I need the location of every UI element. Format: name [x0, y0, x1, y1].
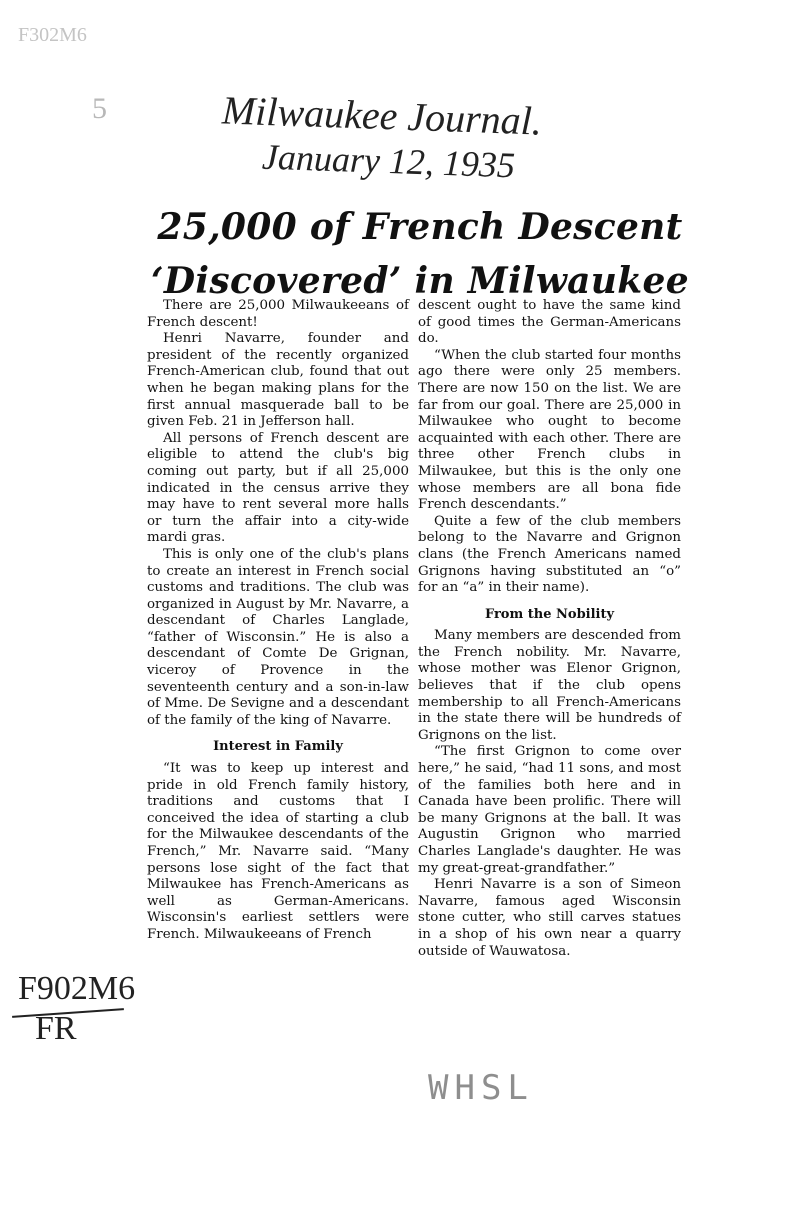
paragraph: This is only one of the club's plans to create an interest in French social customs and traditions. The club was organized in August by Mr. Navarre, a descendant of Charles Langlade, “father of Wisconsin.” He is also a descendant of Comte De Grignan, viceroy of Provence in the seventeenth century and a son-in-law of Mme. De Sevigne and a descendant of the family of the king of Navarre. — [147, 546, 409, 728]
paragraph: “When the club started four months ago there were only 25 members. There are now 150 on the list. We are far from our goal. There are 25,000 in Milwaukee who ought to become acquainted with each other. There are three other French clubs in Milwaukee, but this is the only one whose members are all bona fide French descendants.” — [418, 347, 681, 513]
paragraph: Henri Navarre is a son of Simeon Navarre, famous aged Wisconsin stone cutter, who still carves statues in a shop of his own near a quarry outside of Wauwatosa. — [418, 877, 681, 959]
paragraph: “It was to keep up interest and pride in old French family history, traditions and customs that I conceived the idea of starting a club for the Milwaukee descendants of the French,” Mr. Navarre said. “Many persons lose sight of the fact that Milwaukee has French-Americans as well as German-Americans. Wisconsin's earliest settlers were French. Milwaukeeans of French — [147, 761, 409, 942]
article-column-right — [418, 298, 681, 960]
handwritten-call-number: F902M6 — [18, 970, 136, 1007]
headline-line-2: ‘Discovered’ in Milwaukee — [151, 260, 689, 302]
paragraph: All persons of French descent are eligible to attend the club's big coming out party, but if all 25,000 indicated in the census arrive they may have to rent several more halls or turn the affair into a city-wide mardi gras. — [147, 430, 409, 546]
paragraph: Many members are descended from the French nobility. Mr. Navarre, whose mother was Elenor Grignon, believes that if the club opens membership to all French-Americans in the state there will be hundreds of Grignons on the list. — [418, 628, 681, 743]
paragraph: descent ought to have the same kind of good times the German-Americans do. — [418, 298, 681, 347]
paragraph: Quite a few of the club members belong to the Navarre and Grignon clans (the French Americans named Grignons having substituted an “o” for an “a” in their name). — [418, 513, 681, 596]
handwritten-subject: FR — [35, 1010, 77, 1047]
perforated-stamp: WHSL — [428, 1068, 534, 1108]
handwritten-source: Milwaukee Journal. — [221, 87, 543, 144]
headline — [140, 200, 700, 308]
paragraph: There are 25,000 Milwaukeeans of French descent! — [147, 298, 409, 330]
faint-page-number: 5 — [92, 92, 107, 125]
article-column-left — [147, 298, 409, 944]
subheading-from-the-nobility: From the Nobility — [484, 606, 615, 622]
faint-catalog-code: F302M6 — [18, 24, 87, 46]
paragraph: “The first Grignon to come over here,” he said, “had 11 sons, and most of the families both here and in Canada have been prolific. There will be many Grignons at the ball. It was Augustin Grignon who married Charles Langlade's daughter. He was my great-great-grandfather.” — [418, 744, 681, 876]
handwritten-date: January 12, 1935 — [261, 136, 516, 186]
subheading-interest-in-family: Interest in Family — [213, 739, 343, 755]
headline-line-1: 25,000 of French Descent — [157, 206, 683, 248]
paragraph: Henri Navarre, founder and president of the recently organized French-American club, found that out when he began making plans for the first annual masquerade ball to be given Feb. 21 in Jefferson hall. — [147, 331, 409, 430]
